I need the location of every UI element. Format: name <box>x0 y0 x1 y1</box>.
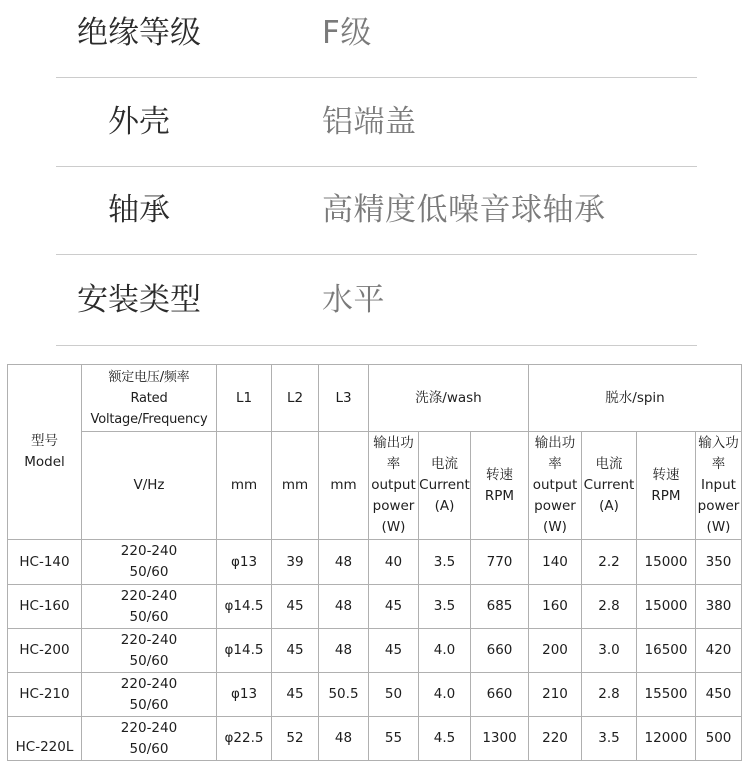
spec-label: 安装类型 <box>77 282 201 318</box>
header-l2: L2 <box>272 365 319 432</box>
cell-model: HC-210 <box>8 673 82 717</box>
cell-l3: 48 <box>319 717 369 761</box>
cell-spin-power: 160 <box>529 585 582 629</box>
header-spin-rpm: 转速 RPM <box>637 432 696 540</box>
cell-spin-rpm: 15000 <box>637 540 696 585</box>
cell-wash-current: 4.0 <box>419 673 471 717</box>
divider <box>56 166 697 167</box>
cell-wash-power: 50 <box>369 673 419 717</box>
header-wash-output-power: 输出功 率 output power (W) <box>369 432 419 540</box>
cell-input-power: 420 <box>696 629 742 673</box>
spec-label: 绝缘等级 <box>77 15 201 51</box>
spec-row-housing <box>0 102 750 162</box>
cell-wash-current: 4.5 <box>419 717 471 761</box>
cell-voltage: 220-240 50/60 <box>82 717 217 761</box>
spec-row-mounting <box>0 280 750 340</box>
divider <box>56 254 697 255</box>
cell-input-power: 450 <box>696 673 742 717</box>
cell-l1: φ13 <box>217 673 272 717</box>
cell-spin-current: 2.8 <box>582 585 637 629</box>
header-row-2 <box>8 432 742 540</box>
cell-voltage: 220-240 50/60 <box>82 629 217 673</box>
cell-input-power: 350 <box>696 540 742 585</box>
header-spin-current: 电流 Current (A) <box>582 432 637 540</box>
header-l2-unit: mm <box>272 432 319 540</box>
cell-voltage: 220-240 50/60 <box>82 673 217 717</box>
spec-value: F级 <box>322 15 372 51</box>
cell-model: HC-160 <box>8 585 82 629</box>
cell-wash-rpm: 660 <box>471 673 529 717</box>
cell-l2: 45 <box>272 629 319 673</box>
cell-wash-current: 4.0 <box>419 629 471 673</box>
divider <box>56 345 697 346</box>
header-l1: L1 <box>217 365 272 432</box>
header-spin-output-power: 输出功 率 output power (W) <box>529 432 582 540</box>
cell-spin-rpm: 15500 <box>637 673 696 717</box>
cell-l1: φ14.5 <box>217 585 272 629</box>
table-row <box>8 673 742 717</box>
cell-spin-power: 200 <box>529 629 582 673</box>
header-l3: L3 <box>319 365 369 432</box>
table-row <box>8 717 742 761</box>
cell-wash-current: 3.5 <box>419 585 471 629</box>
header-wash-current: 电流 Current (A) <box>419 432 471 540</box>
header-row-1 <box>8 365 742 432</box>
cell-model: HC-140 <box>8 540 82 585</box>
cell-voltage: 220-240 50/60 <box>82 540 217 585</box>
spec-table <box>7 364 742 761</box>
cell-wash-rpm: 660 <box>471 629 529 673</box>
spec-value: 高精度低噪音球轴承 <box>322 192 606 228</box>
header-l3-unit: mm <box>319 432 369 540</box>
header-wash-rpm: 转速 RPM <box>471 432 529 540</box>
cell-model: HC-200 <box>8 629 82 673</box>
table-row <box>8 629 742 673</box>
cell-l2: 52 <box>272 717 319 761</box>
cell-spin-rpm: 15000 <box>637 585 696 629</box>
cell-input-power: 380 <box>696 585 742 629</box>
cell-voltage: 220-240 50/60 <box>82 585 217 629</box>
spec-value: 水平 <box>322 282 385 318</box>
header-l1-unit: mm <box>217 432 272 540</box>
cell-model: HC-220L <box>8 717 82 761</box>
cell-wash-power: 45 <box>369 629 419 673</box>
spec-row-insulation <box>0 13 750 73</box>
table-row <box>8 540 742 585</box>
spec-label: 轴承 <box>108 192 170 228</box>
cell-l3: 48 <box>319 629 369 673</box>
cell-l3: 48 <box>319 585 369 629</box>
spec-value: 铝端盖 <box>322 104 417 140</box>
cell-l2: 39 <box>272 540 319 585</box>
spec-label: 外壳 <box>108 104 170 140</box>
cell-wash-power: 40 <box>369 540 419 585</box>
cell-spin-power: 140 <box>529 540 582 585</box>
spec-row-bearing <box>0 190 750 250</box>
header-spin: 脱水/spin <box>529 365 742 432</box>
cell-spin-current: 2.2 <box>582 540 637 585</box>
cell-spin-current: 3.0 <box>582 629 637 673</box>
cell-spin-power: 210 <box>529 673 582 717</box>
cell-l1: φ13 <box>217 540 272 585</box>
header-input-power: 输入功 率 Input power (W) <box>696 432 742 540</box>
cell-l3: 48 <box>319 540 369 585</box>
cell-input-power: 500 <box>696 717 742 761</box>
cell-spin-rpm: 16500 <box>637 629 696 673</box>
header-wash: 洗涤/wash <box>369 365 529 432</box>
header-model: 型号 Model <box>8 365 82 540</box>
table-row <box>8 585 742 629</box>
cell-wash-rpm: 685 <box>471 585 529 629</box>
cell-l1: φ22.5 <box>217 717 272 761</box>
cell-wash-rpm: 770 <box>471 540 529 585</box>
cell-l2: 45 <box>272 673 319 717</box>
cell-wash-current: 3.5 <box>419 540 471 585</box>
cell-wash-power: 55 <box>369 717 419 761</box>
cell-l1: φ14.5 <box>217 629 272 673</box>
header-voltage: 额定电压/频率 Rated Voltage/Frequency <box>82 365 217 432</box>
cell-spin-current: 3.5 <box>582 717 637 761</box>
cell-spin-rpm: 12000 <box>637 717 696 761</box>
divider <box>56 77 697 78</box>
cell-spin-current: 2.8 <box>582 673 637 717</box>
cell-wash-rpm: 1300 <box>471 717 529 761</box>
cell-wash-power: 45 <box>369 585 419 629</box>
cell-l2: 45 <box>272 585 319 629</box>
header-voltage-unit: V/Hz <box>82 432 217 540</box>
cell-spin-power: 220 <box>529 717 582 761</box>
cell-l3: 50.5 <box>319 673 369 717</box>
